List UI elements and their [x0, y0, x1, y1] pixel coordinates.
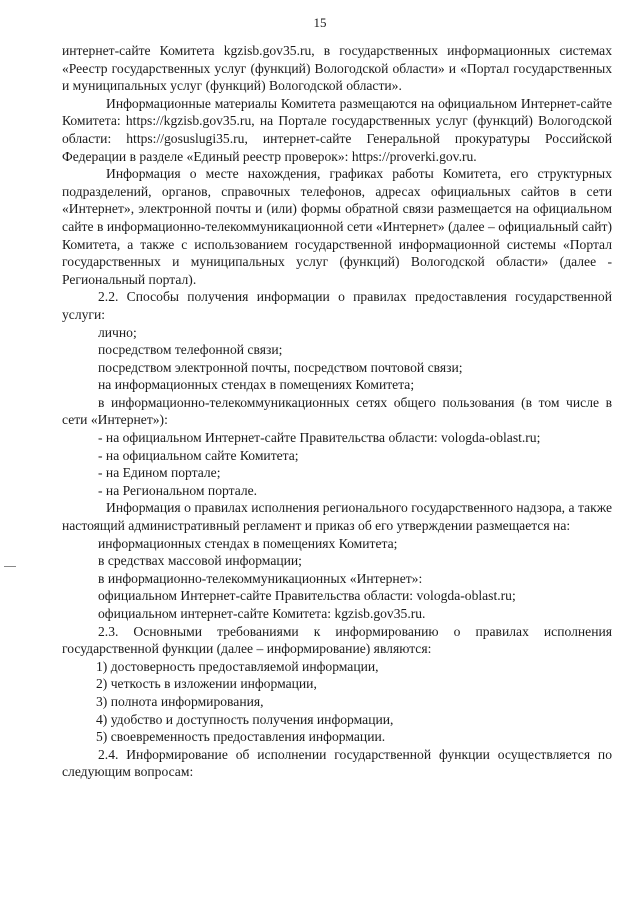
paragraph: в информационно-телекоммуникационных сетях общего пользования (в том числе в сети «Интернет»): — [62, 394, 612, 428]
paragraph: 2.4. Информирование об исполнении государственной функции осуществляется по следующим вопросам: — [62, 746, 612, 780]
paragraph: 1) достоверность предоставляемой информации, — [96, 658, 379, 674]
paragraph: интернет-сайте Комитета kgzisb.gov35.ru, в государственных информационных системах «Реестр государственных услуг (функций) Вологодской области» и «Портал государственных и муниципальных услуг (функций) Вологодской области». — [62, 43, 612, 94]
paragraph: 2.3. Основными требованиями к информированию о правилах исполнения государственной функции (далее – информирование) являются: — [62, 623, 612, 657]
paragraph: - на Региональном портале. — [98, 482, 258, 498]
paragraph: на информационных стендах в помещениях Комитета; — [98, 377, 415, 393]
paragraph: Информационные материалы Комитета размещаются на официальном Интернет-сайте Комитета: https://kgzisb.gov35.ru, на Портале государственных услуг (функций) Вологодской области: https://gosuslugi35.ru, интернет-сайте Генеральной прокуратуры Российской Федерации в разделе «Единый реестр проверок»: https://proverki.gov.ru. — [62, 95, 612, 164]
paragraph: - на официальном сайте Комитета; — [98, 447, 299, 463]
paragraph: Информация о месте нахождения, графиках работы Комитета, его структурных подразделений, органов, справочных телефонов, адресах официальных сайтов в сети «Интернет», электронной почты и (или) формы обратной связи размещается на официальном сайте в информационно-телекоммуникационной сети «Интернет» (далее – официальный сайт) Комитета, а также с использованием государственной информационной системы «Портал государственных и муниципальных услуг (функций) Вологодской области» (далее - Региональный портал). — [62, 166, 612, 287]
paragraph: информационных стендах в помещениях Комитета; — [98, 535, 398, 551]
paragraph: официальном интернет-сайте Комитета: kgzisb.gov35.ru. — [98, 606, 426, 621]
paragraph: официальном Интернет-сайте Правительства области: vologda-oblast.ru; — [98, 588, 516, 604]
paragraph: в средствах массовой информации; — [98, 553, 302, 569]
paragraph: посредством электронной почты, посредством почтовой связи; — [98, 359, 463, 375]
paragraph: - на официальном Интернет-сайте Правительства области: vologda-oblast.ru; — [98, 430, 541, 446]
paragraph: 2) четкость в изложении информации, — [96, 676, 317, 692]
paragraph: - на Едином портале; — [98, 465, 221, 481]
paragraph: посредством телефонной связи; — [98, 342, 283, 358]
page-number: 15 — [313, 15, 327, 30]
paragraph: Информация о правилах исполнения регионального государственного надзора, а также настоящий административный регламент и приказ об его утверждении размещается на: — [62, 500, 612, 534]
margin-mark — [4, 566, 16, 567]
paragraph: 4) удобство и доступность получения информации, — [96, 711, 394, 727]
paragraph: 2.2. Способы получения информации о правилах предоставления государственной услуги: — [62, 289, 612, 322]
paragraph: 5) своевременность предоставления информации. — [96, 729, 386, 745]
paragraph: 3) полнота информирования, — [96, 693, 264, 709]
document-body — [62, 42, 612, 781]
paragraph: в информационно-телекоммуникационных «Интернет»: — [98, 570, 423, 586]
paragraph: лично; — [98, 324, 137, 340]
